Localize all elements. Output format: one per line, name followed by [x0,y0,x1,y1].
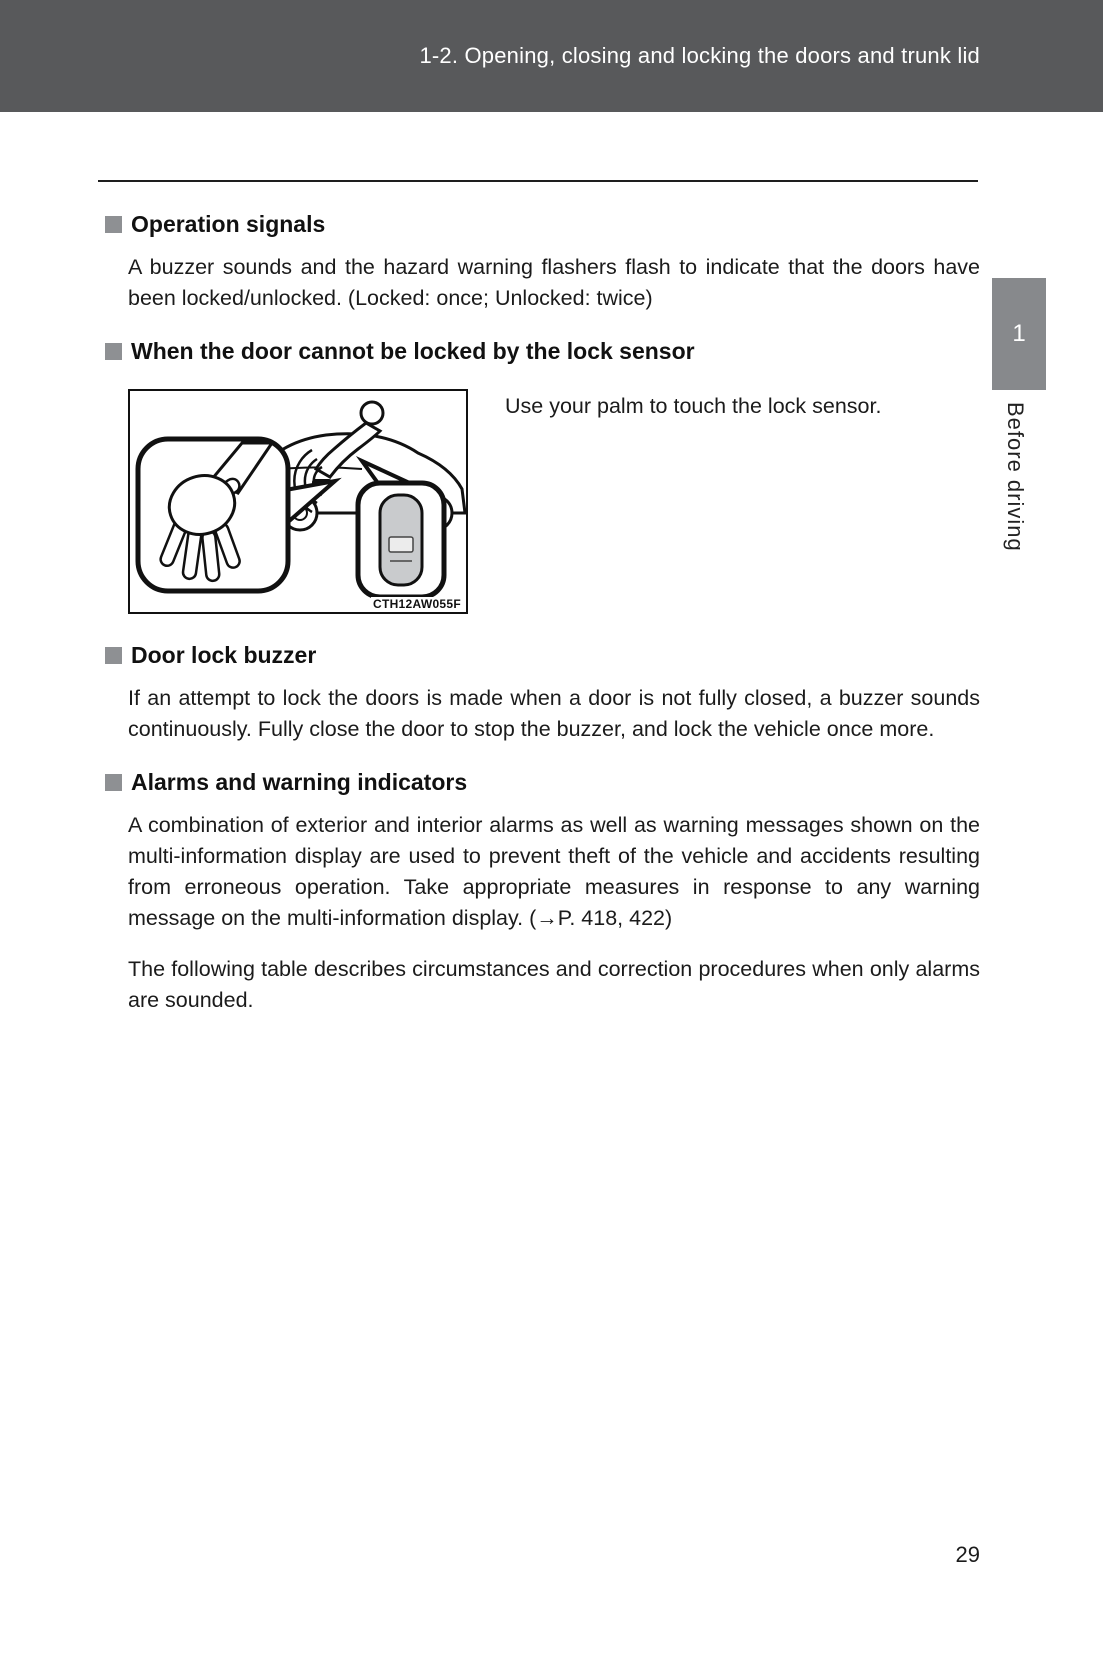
square-bullet-icon [105,216,122,233]
lock-sensor-instruction: Use your palm to touch the lock sensor. [505,394,882,418]
header-title: 1-2. Opening, closing and locking the doors and trunk lid [419,43,980,68]
section-heading-operation-signals [105,211,980,238]
lock-sensor-figure-row [128,389,980,614]
section-heading-label: When the door cannot be locked by the lock sensor [131,338,695,364]
figure-box [128,389,468,614]
lock-sensor-illustration [130,391,466,612]
paragraph-alarms-1: A combination of exterior and interior alarms as well as warning messages shown on the multi-information display are used to prevent theft of the vehicle and accidents resulting from erroneous operation. Take appropriate measures in response to any warning message on the multi-information display. (→P. 418, 422) [128,813,980,930]
section-heading-lock-sensor [105,338,980,365]
section-heading-label: Alarms and warning indicators [131,769,468,795]
square-bullet-icon [105,647,122,664]
chapter-side-label: Before driving [1003,402,1028,552]
chapter-tab [992,278,1046,390]
page-content [105,205,980,1016]
paragraph-door-lock-buzzer: If an attempt to lock the doors is made when a door is not fully closed, a buzzer sounds continuously. Fully close the door to stop the buzzer, and lock the vehicle once more. [128,686,980,741]
section-heading-alarms [105,769,980,796]
square-bullet-icon [105,774,122,791]
section-heading-door-lock-buzzer [105,642,980,669]
page-header [0,0,1103,112]
square-bullet-icon [105,343,122,360]
key-fob-icon [380,495,422,585]
chapter-number: 1 [1012,320,1026,347]
page-number: 29 [955,1542,980,1567]
figure-code: CTH12AW055F [373,597,461,611]
paragraph-alarms-2: The following table describes circumstances and correction procedures when only alarms are sounded. [128,957,980,1012]
divider-rule [98,180,978,182]
section-heading-label: Operation signals [131,211,326,237]
paragraph-operation-signals: A buzzer sounds and the hazard warning flashers flash to indicate that the doors have been locked/unlocked. (Locked: once; Unlocked: twice) [128,255,980,310]
section-heading-label: Door lock buzzer [131,642,317,668]
